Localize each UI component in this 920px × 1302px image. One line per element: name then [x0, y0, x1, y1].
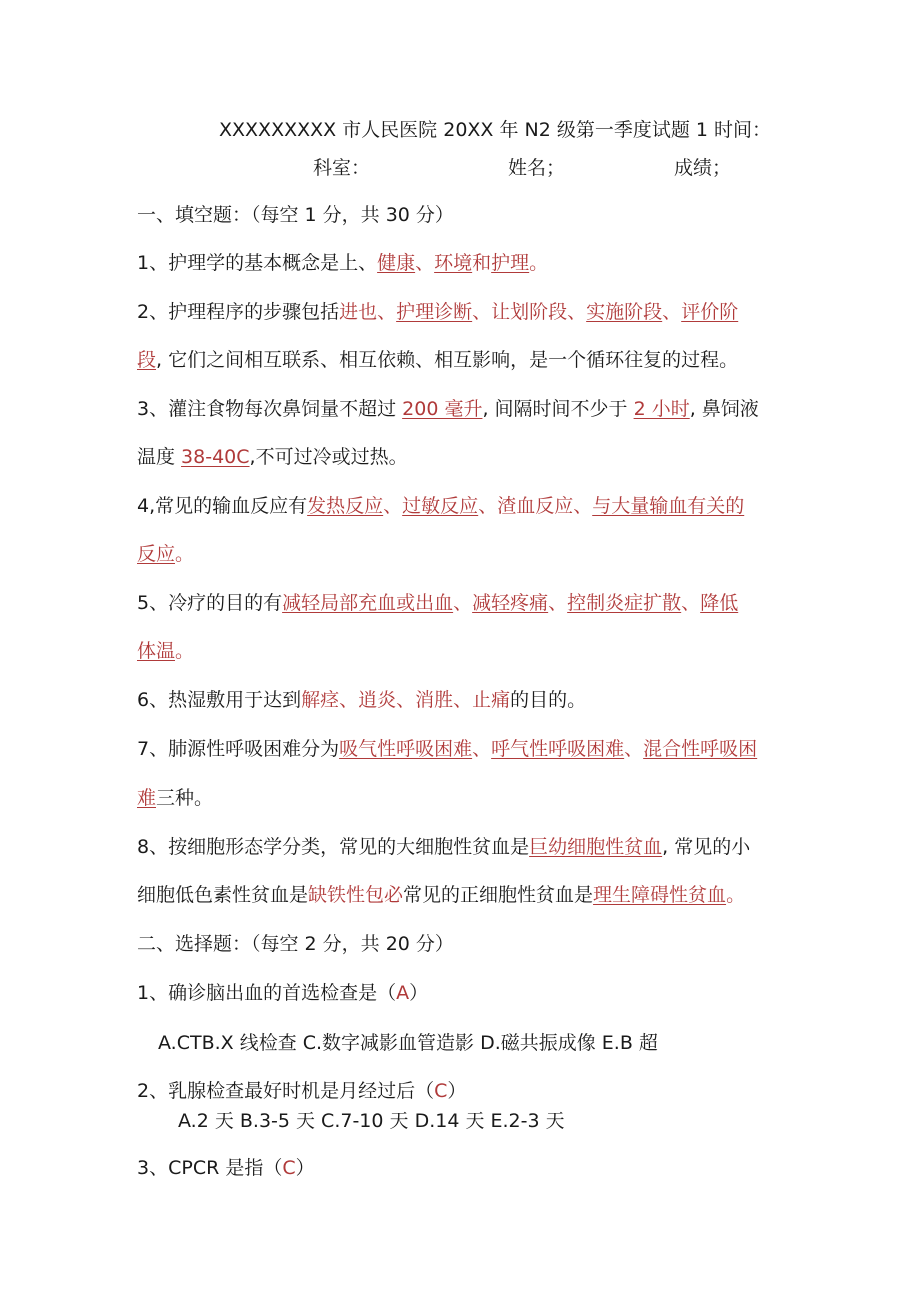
question-8-line-1 — [137, 834, 750, 860]
q-text: 、 — [415, 252, 435, 274]
answer: 缺铁性包必 — [308, 884, 404, 906]
q-text: ,不可过冷或过热。 — [249, 446, 408, 468]
question-8-line-2 — [137, 882, 745, 908]
answer: 体温 — [137, 640, 176, 662]
answer: 控制炎症扩散 — [567, 592, 682, 614]
answer: 护理诊断 — [396, 301, 473, 323]
answer: 解痉、逍炎、消胜、止痛 — [301, 689, 511, 711]
answer: 实施阶段 — [586, 301, 663, 323]
answer: 段 — [137, 349, 157, 371]
answer: 巨幼细胞性贫血 — [529, 836, 663, 858]
answer: 过敏反应 — [402, 495, 479, 517]
q-text: 3、CPCR 是指（ — [137, 1157, 283, 1179]
question-2-line-1 — [137, 299, 738, 325]
q-text: ） — [409, 982, 429, 1004]
question-2-line-2 — [137, 347, 738, 373]
answer: C — [282, 1157, 296, 1179]
q-text: 温度 — [137, 446, 182, 468]
q-text: 1、护理学的基本概念是上、 — [137, 252, 378, 274]
answer: 与大量输血有关的 — [592, 495, 745, 517]
answer: C — [434, 1080, 448, 1102]
question-1 — [137, 250, 548, 276]
q-text: 、 — [472, 738, 492, 760]
q-text: 。 — [175, 640, 195, 662]
answer: A — [396, 982, 410, 1004]
document-title: XXXXXXXXX 市人民医院 20XX 年 N2 级第一季度试题 1 时间： — [219, 119, 772, 141]
q-text: 3、灌注食物每次鼻饲量不超过 — [137, 398, 403, 420]
q-text: 。 — [726, 884, 746, 906]
answer: 难 — [137, 787, 157, 809]
score-label: 成绩； — [674, 157, 732, 179]
q-text: 、 — [662, 301, 682, 323]
q-text: , 它们之间相互联系、相互依赖、相互影响，是一个循环往复的过程。 — [156, 349, 739, 371]
q-text: 和 — [472, 252, 492, 274]
answer: 减轻疼痛 — [472, 592, 549, 614]
q-text: 常见的正细胞性贫血是 — [403, 884, 594, 906]
q-text: 、 — [624, 738, 644, 760]
section-heading-multiple-choice: 二、选择题：（每空 2 分，共 20 分） — [137, 933, 454, 955]
question-3-line-2 — [137, 444, 408, 470]
q-text: 、 — [681, 592, 701, 614]
question-7-line-1 — [137, 736, 757, 762]
answer: 呼气性呼吸困难 — [491, 738, 625, 760]
q-text: 、 — [377, 301, 397, 323]
answer: 降低 — [700, 592, 739, 614]
question-6 — [137, 687, 586, 713]
q-text: 的目的。 — [510, 689, 587, 711]
answer: 38-40C — [181, 446, 250, 468]
q-text: 三种。 — [156, 787, 214, 809]
department-label: 科室： — [313, 157, 371, 179]
q-text: , 鼻饲液 — [689, 398, 759, 420]
answer: 反应 — [137, 543, 176, 565]
q-text: 。 — [175, 543, 195, 565]
q-text: 4,常见的输血反应有 — [137, 495, 308, 517]
q-text: 细胞低色素性贫血是 — [137, 884, 309, 906]
q-text: 2、护理程序的步骤包括 — [137, 301, 340, 323]
section-heading-fill-blank: 一、填空题：（每空 1 分，共 30 分） — [137, 204, 454, 226]
answer: 2 小时 — [633, 398, 690, 420]
question-3-line-1 — [137, 396, 759, 422]
answer: 健康 — [377, 252, 416, 274]
answer: 混合性呼吸困 — [643, 738, 758, 760]
q-text: , 常见的小 — [662, 836, 751, 858]
q-text: 8、按细胞形态学分类，常见的大细胞性贫血是 — [137, 836, 530, 858]
question-5-line-2 — [137, 638, 194, 664]
question-4-line-1 — [137, 493, 744, 519]
name-label: 姓名； — [508, 157, 566, 179]
question-5-line-1 — [137, 590, 738, 616]
q-text: 6、热湿敷用于达到 — [137, 689, 302, 711]
answer: 进也 — [339, 301, 378, 323]
answer: 200 毫升 — [402, 398, 483, 420]
answer: 护理 — [491, 252, 530, 274]
answer: 理生障碍性贫血 — [593, 884, 727, 906]
question-7-line-2 — [137, 785, 213, 811]
mc-question-1-options: A.CTB.X 线检查 C.数字减影血管造影 D.磁共振成像 E.B 超 — [158, 1032, 658, 1054]
q-text: ） — [447, 1080, 467, 1102]
mc-question-1 — [137, 980, 428, 1006]
answer: 、让划阶段、 — [472, 301, 587, 323]
q-text: ） — [295, 1157, 315, 1179]
q-text: 、 — [548, 592, 568, 614]
q-text: 1、确诊脑出血的首选检查是（ — [137, 982, 397, 1004]
q-text: 5、冷疗的目的有 — [137, 592, 283, 614]
q-text: 。 — [529, 252, 549, 274]
answer: 评价阶 — [681, 301, 739, 323]
mc-question-2-options: A.2 天 B.3-5 天 C.7-10 天 D.14 天 E.2-3 天 — [178, 1110, 565, 1132]
mc-question-3 — [137, 1155, 315, 1181]
answer: 减轻局部充血或出血 — [282, 592, 454, 614]
question-4-line-2 — [137, 541, 194, 567]
q-text: 、 — [383, 495, 403, 517]
q-text: , 间隔时间不少于 — [482, 398, 634, 420]
q-text: 2、乳腺检查最好时机是月经过后（ — [137, 1080, 435, 1102]
q-text: 、 — [453, 592, 473, 614]
answer: 、渣血反应、 — [478, 495, 593, 517]
answer: 环境 — [434, 252, 473, 274]
mc-question-2 — [137, 1078, 466, 1104]
answer: 发热反应 — [307, 495, 384, 517]
answer: 吸气性呼吸困难 — [339, 738, 473, 760]
q-text: 7、肺源性呼吸困难分为 — [137, 738, 340, 760]
